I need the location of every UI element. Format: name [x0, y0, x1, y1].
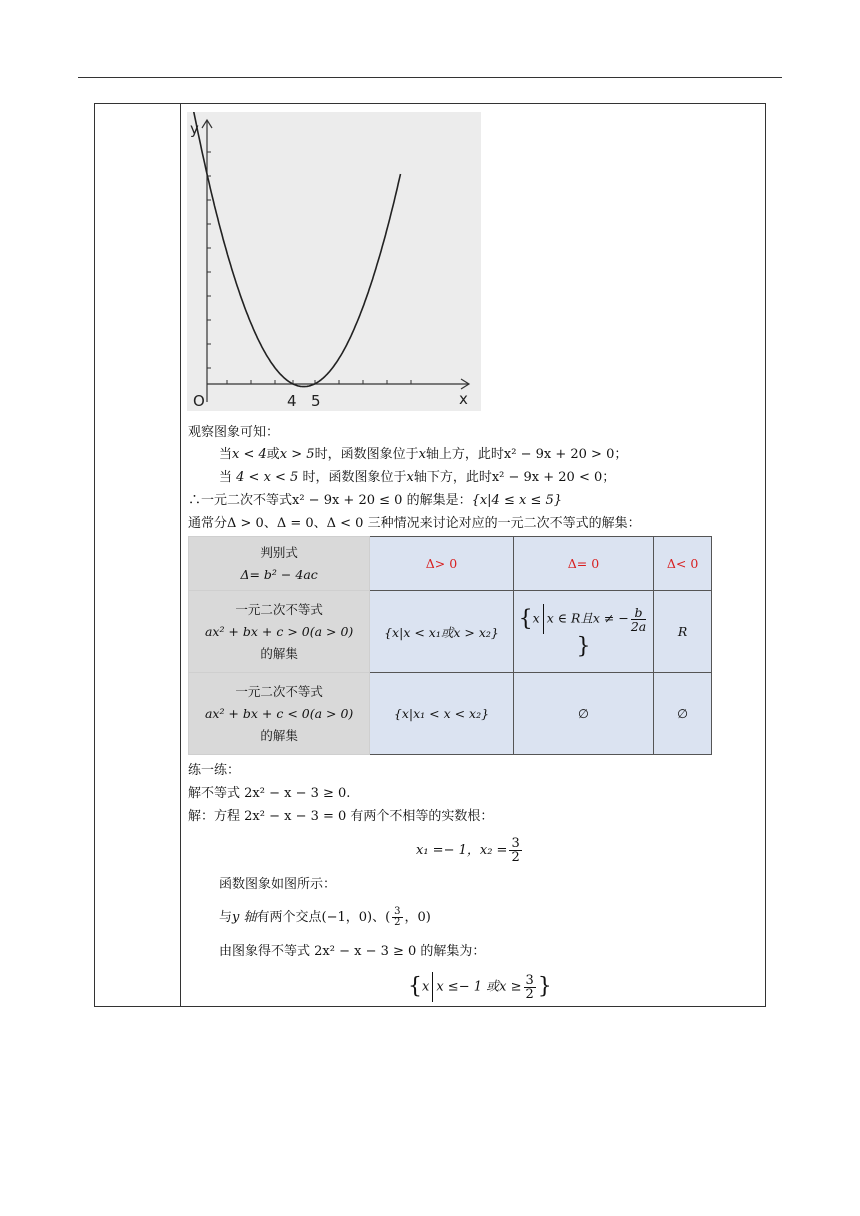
intersect-line: [219, 905, 431, 931]
answer-numerator: 3: [525, 972, 534, 988]
cell-less-neg: ∅: [654, 673, 712, 755]
therefore-b: {x|4 ≤ x ≤ 5}: [471, 493, 563, 508]
case1-b: 或: [266, 447, 280, 462]
therefore-a: ∴一元二次不等式x² − 9x + 20 ≤ 0 的解集是：: [188, 493, 472, 508]
from-graph-line: 由图象得不等式 2x² − x − 3 ≥ 0 的解集为：: [219, 944, 486, 959]
frac-denominator: 2a: [630, 618, 647, 634]
solution-line: 解：方程 2x² − x − 3 = 0 有两个不相等的实数根：: [188, 809, 494, 824]
case1-m2: x > 5: [279, 447, 315, 462]
intersect-a: 与: [219, 910, 233, 925]
cell-delta-positive: Δ> 0: [370, 537, 513, 591]
roots-line: [416, 834, 524, 868]
roots-text: x₁ =− 1，x₂ =: [416, 843, 508, 858]
answer-line: {x x ≤− 1 或x ≥ $\frac{3}{2}$ }: [408, 972, 552, 1002]
greater-title: 一元二次不等式: [235, 601, 323, 617]
cell-greater-neg: R: [654, 591, 712, 673]
case-above-line: [219, 446, 627, 464]
cell-discriminant-label: [189, 537, 370, 591]
table-row-less: [189, 673, 712, 755]
graph-shown-line: 函数图象如图所示：: [219, 877, 337, 892]
practice-title: 练一练：: [188, 763, 241, 778]
discriminant-formula: Δ= b² − 4ac: [240, 566, 318, 582]
less-suffix: 的解集: [260, 727, 298, 743]
therefore-line: [188, 492, 562, 510]
cell-delta-zero: Δ= 0: [513, 537, 653, 591]
fraction-b-2a: [631, 606, 646, 633]
intersect-denominator: 2: [394, 917, 401, 928]
parabola-graph: [187, 112, 481, 411]
case2-c: 轴下方，此时x² − 9x + 20 < 0；: [413, 470, 616, 485]
discriminant-table: [188, 536, 712, 755]
cell-greater-zero: {x x ∈ R且x ≠ − $\frac{b}{2a}$ }: [513, 591, 653, 673]
greater-suffix: 的解集: [260, 645, 298, 661]
intersect-b: 有两个交点(−1，0)、(: [256, 910, 391, 925]
intersect-c: ，0): [404, 910, 431, 925]
table-row-greater: [189, 591, 712, 673]
cell-less-zero: ∅: [513, 673, 653, 755]
intersect-y: y 轴: [232, 910, 257, 925]
origin-label: O: [193, 392, 205, 410]
tick-label-4: 4: [287, 392, 297, 410]
tick-label-5: 5: [311, 392, 321, 410]
less-formula: ax² + bx + c < 0(a > 0): [204, 705, 354, 721]
cell-less-label: [189, 673, 370, 755]
parabola-svg: [187, 112, 481, 411]
case-below-line: [219, 469, 615, 487]
y-axis-label: y: [190, 120, 199, 138]
observe-line: 观察图象可知：: [188, 425, 280, 440]
case1-d: 轴上方，此时x² − 9x + 20 > 0；: [425, 447, 628, 462]
table-row-discriminant: [189, 537, 712, 591]
less-title: 一元二次不等式: [235, 683, 323, 699]
x-axis-label: x: [459, 390, 468, 408]
greater-zero-var: x: [532, 610, 540, 626]
frac-numerator: b: [631, 606, 646, 620]
answer-var: x: [422, 979, 430, 995]
roots-denominator: 2: [511, 850, 520, 865]
roots-fraction: [509, 837, 521, 864]
parabola-curve: [193, 112, 401, 387]
column-divider: [180, 103, 181, 1007]
case2-a: 当: [219, 470, 237, 485]
cell-greater-pos: {x|x < x₁或x > x₂}: [370, 591, 513, 673]
greater-zero-cond: x ∈ R且x ≠ −: [546, 610, 629, 626]
intersect-numerator: 3: [394, 906, 401, 917]
case1-c: 时，函数图象位于: [314, 447, 419, 462]
case2-m: 4 < x < 5: [236, 470, 299, 485]
case1-x: x: [418, 447, 426, 462]
cell-delta-negative: Δ< 0: [654, 537, 712, 591]
roots-numerator: 3: [511, 836, 520, 851]
discriminant-title: 判别式: [260, 544, 298, 560]
intersect-fraction: [392, 907, 402, 928]
case2-x: x: [406, 470, 414, 485]
case2-b: 时，函数图象位于: [298, 470, 407, 485]
case1-a: 当: [219, 447, 233, 462]
header-rule: [78, 77, 782, 78]
answer-fraction: [524, 974, 536, 1001]
case1-m1: x < 4: [232, 447, 267, 462]
greater-formula: ax² + bx + c > 0(a > 0): [204, 623, 354, 639]
usually-line: 通常分Δ > 0、Δ = 0、Δ < 0 三种情况来讨论对应的一元二次不等式的解集：: [188, 516, 641, 531]
cell-less-pos: {x|x₁ < x < x₂}: [370, 673, 513, 755]
answer-denominator: 2: [525, 986, 534, 1002]
cell-greater-label: [189, 591, 370, 673]
practice-problem: 解不等式 2x² − x − 3 ≥ 0.: [188, 786, 351, 801]
answer-cond: x ≤− 1 或x ≥: [436, 979, 522, 995]
